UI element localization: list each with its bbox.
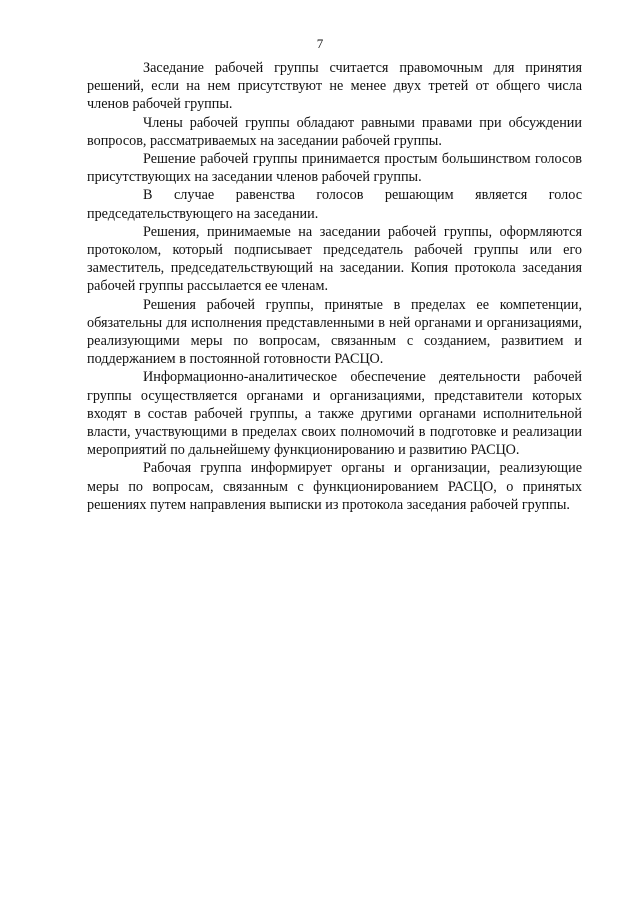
paragraph-tie-vote: В случае равенства голосов решающим является голос председательствующего на заседании.: [87, 187, 582, 222]
paragraph-majority-vote: Решение рабочей группы принимается простым большинством голосов присутствующих на заседании членов рабочей группы.: [87, 151, 582, 186]
paragraph-information-support: Информационно-аналитическое обеспечение деятельности рабочей группы осуществляется органами и организациями, представители которых входят в состав рабочей группы, а также другими органами исполнительной власти, участвующими в пределах своих полномочий в подготовке и реализации мероприятий по дальнейшему функционированию и развитию РАСЦО.: [87, 369, 582, 459]
paragraph-binding-decisions: Решения рабочей группы, принятые в пределах ее компетенции, обязательны для исполнения представленными в ней органами и организациями, реализующими меры по вопросам, связанным с созданием, развитием и поддержанием в постоянной готовности РАСЦО.: [87, 296, 582, 368]
paragraph-equal-rights: Члены рабочей группы обладают равными правами при обсуждении вопросов, рассматриваемых на заседании рабочей группы.: [87, 114, 582, 149]
paragraph-informing: Рабочая группа информирует органы и организации, реализующие меры по вопросам, связанным с функционированием РАСЦО, о принятых решениях путем направления выписки из протокола заседания рабочей группы.: [87, 460, 582, 513]
paragraph-quorum: Заседание рабочей группы считается правомочным для принятия решений, если на нем присутствуют не менее двух третей от общего числа членов рабочей группы.: [87, 60, 582, 113]
page-number: 7: [316, 36, 324, 51]
document-body: [87, 59, 582, 514]
paragraph-protocol: Решения, принимаемые на заседании рабочей группы, оформляются протоколом, который подписывает председатель рабочей группы или его заместитель, председательствующий на заседании. Копия протокола заседания рабочей группы рассылается ее членам.: [87, 223, 582, 295]
